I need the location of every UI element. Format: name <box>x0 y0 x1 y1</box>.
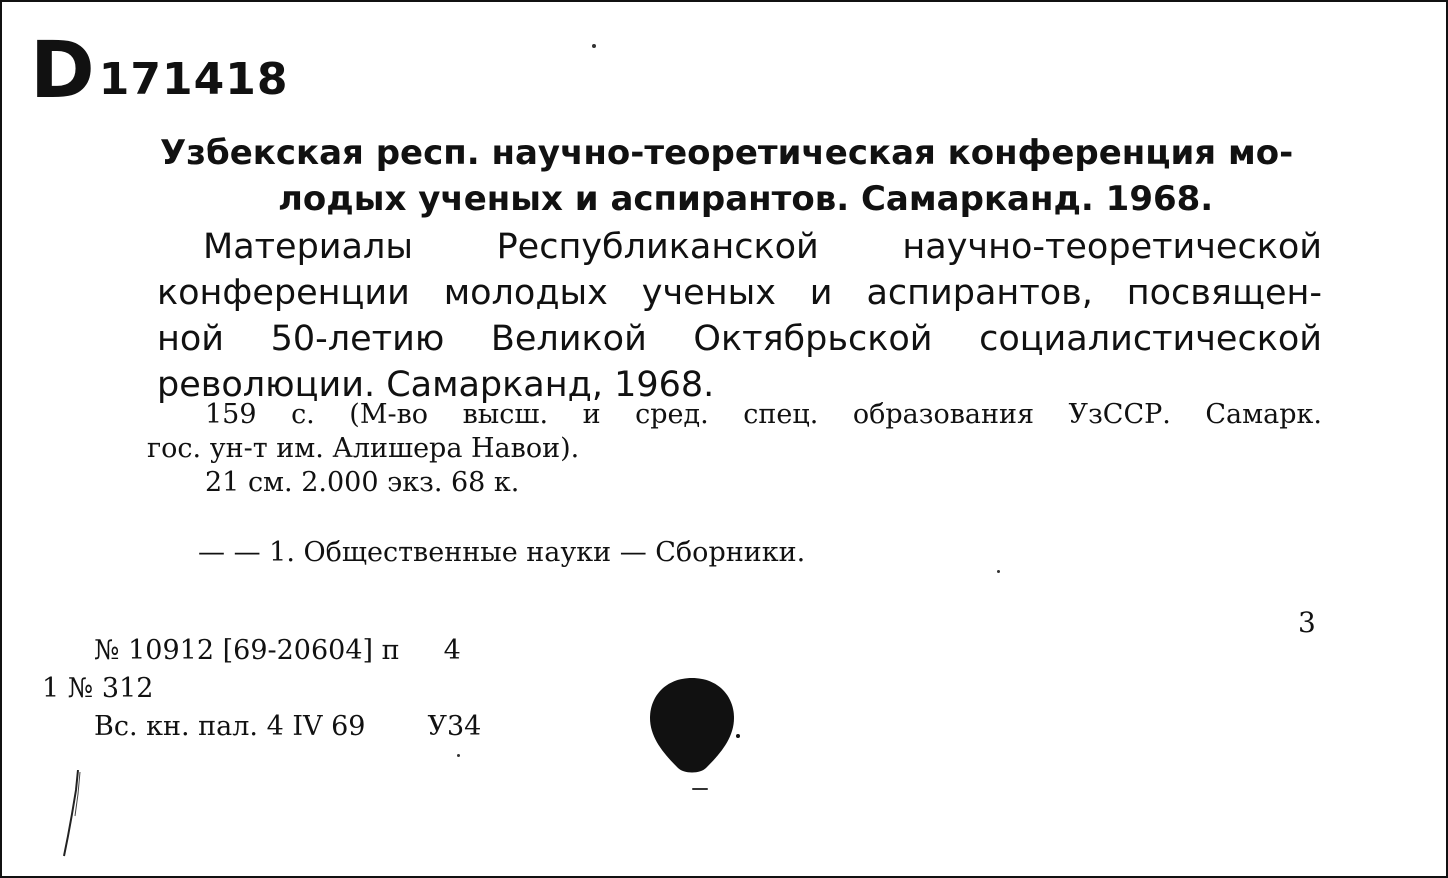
title-line-1: Материалы Республиканской научно-теоретической <box>203 227 1322 267</box>
heading-line-2: лодых ученых и аспирантов. Самарканд. 1968. <box>278 179 1214 219</box>
footer-registry-row <box>42 632 481 670</box>
description-line-3: 21 см. 2.000 экз. 68 к. <box>205 467 520 498</box>
scratch-mark <box>60 770 84 858</box>
title-block <box>157 224 1322 408</box>
speck <box>692 788 708 790</box>
call-number <box>30 26 289 116</box>
footer-chronicle-row <box>42 708 481 746</box>
title-line-2: конференции молодых ученых и аспирантов, посвящен- <box>157 273 1322 313</box>
physical-description <box>147 398 1322 500</box>
call-number-letter: D <box>30 26 93 116</box>
title-line-4: революции. Самарканд, 1968. <box>157 365 715 405</box>
call-number-digits: 171418 <box>98 54 289 105</box>
speck <box>997 570 1000 573</box>
punch-hole-icon <box>644 674 740 774</box>
speck <box>592 44 596 48</box>
card-heading <box>160 130 1320 222</box>
footer-index: У34 <box>427 711 482 742</box>
title-line-3: ной 50-летию Великой Октябрьской социалистической <box>157 319 1322 359</box>
subject-heading: — — 1. Общественные науки — Сборники. <box>198 537 806 568</box>
card-number: 3 <box>1298 606 1316 639</box>
heading-line-1: Узбекская респ. научно-теоретическая конференция мо- <box>160 133 1294 173</box>
footer-copy-row <box>42 670 481 708</box>
footer-chronicle: Вс. кн. пал. 4 IV 69 <box>94 711 366 742</box>
description-line-2: гос. ун-т им. Алишера Навои). <box>147 433 580 464</box>
footer-registry: № 10912 [69-20604] п <box>94 635 400 666</box>
description-line-1: 159 с. (М-во высш. и сред. спец. образования УзССР. Самарк. <box>205 399 1322 430</box>
speck <box>457 754 460 757</box>
card-footer <box>42 632 481 746</box>
footer-copy: 1 № 312 <box>42 673 154 704</box>
footer-registry-count: 4 <box>443 635 461 666</box>
